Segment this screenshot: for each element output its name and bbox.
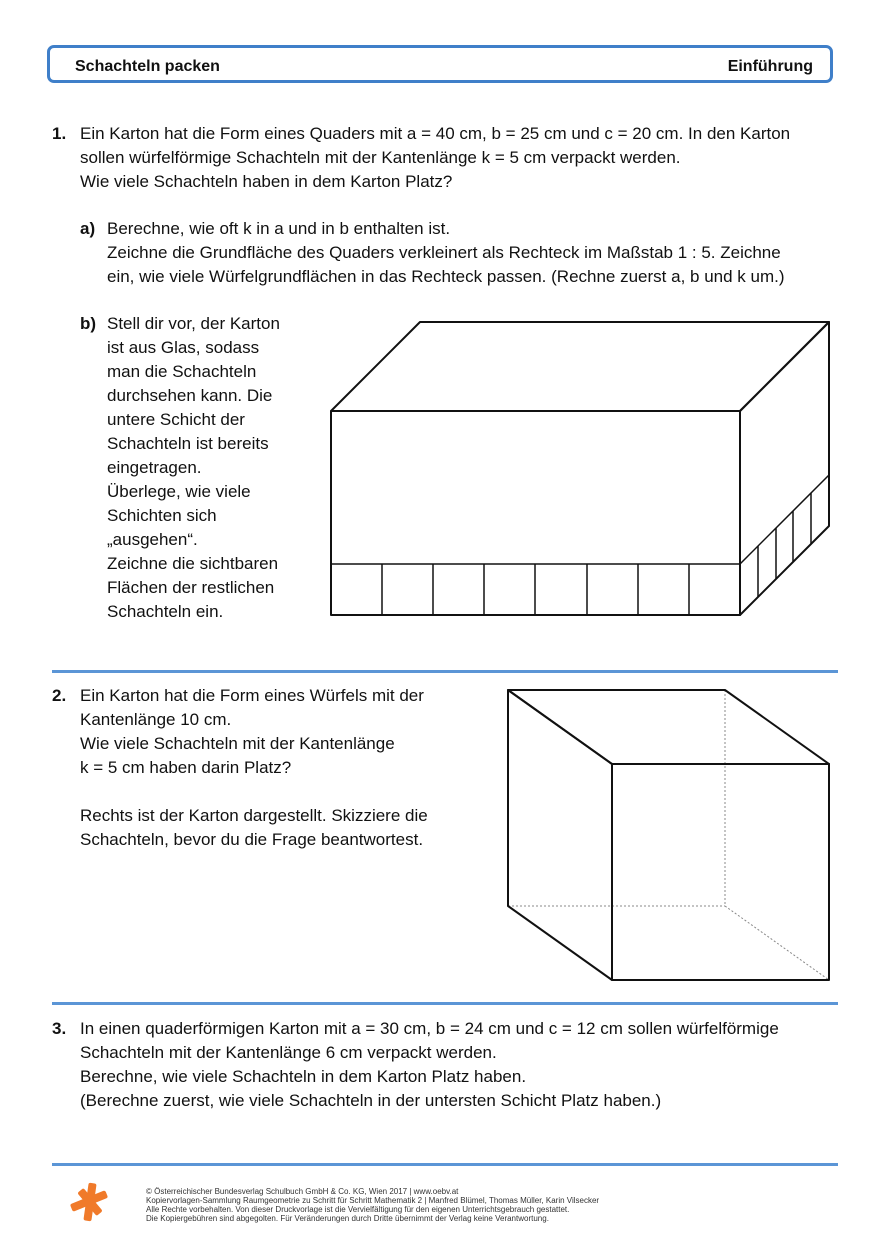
cube-diagram	[508, 690, 829, 980]
footer-divider	[52, 1163, 838, 1166]
task1-line: Wie viele Schachteln haben in dem Karton Platz?	[80, 172, 453, 191]
task1b-line: man die Schachteln	[107, 362, 257, 381]
task3-line: (Berechne zuerst, wie viele Schachteln in der untersten Schicht Platz haben.)	[80, 1091, 662, 1110]
cuboid-diagram	[331, 322, 829, 615]
footer-line: Alle Rechte vorbehalten. Von dieser Druckvorlage ist die Vervielfältigung für den eigenen Unterrichtsgebrauch gestattet.	[146, 1205, 570, 1214]
task2-line: Rechts ist der Karton dargestellt. Skizziere die	[80, 806, 428, 825]
task1a-line: Zeichne die Grundfläche des Quaders verkleinert als Rechteck im Maßstab 1 : 5. Zeichne	[107, 243, 781, 262]
task1b-line: Flächen der restlichen	[107, 578, 275, 597]
cube-top-face	[508, 690, 829, 764]
task3-line: Schachteln mit der Kantenlänge 6 cm verpackt werden.	[80, 1043, 497, 1062]
cube-diagram-hidden-edges	[508, 690, 829, 980]
task2-line: Schachteln, bevor du die Frage beantwortest.	[80, 830, 424, 849]
task3-line: Berechne, wie viele Schachteln in dem Karton Platz haben.	[80, 1067, 527, 1086]
worksheet-title: Schachteln packen	[75, 58, 220, 75]
task1b-line: Überlege, wie viele	[107, 482, 251, 501]
task1b-line: Schachteln ist bereits	[107, 434, 269, 453]
task1b-line: eingetragen.	[107, 458, 202, 477]
task1b-line: durchsehen kann. Die	[107, 386, 273, 405]
worksheet-tag: Einführung	[727, 58, 813, 75]
task1-line: sollen würfelförmige Schachteln mit der Kantenlänge k = 5 cm verpackt werden.	[80, 148, 681, 167]
section-divider	[52, 670, 838, 673]
cube-front-face	[612, 764, 829, 980]
section-divider	[52, 1002, 838, 1005]
cuboid-side-face	[740, 322, 829, 615]
task1b-line: Schichten sich	[107, 506, 217, 525]
task1b-line: Zeichne die sichtbaren	[107, 554, 279, 573]
task1-number: 1.	[52, 124, 67, 143]
task1a-line: ein, wie viele Würfelgrundflächen in das Rechteck passen. (Rechne zuerst a, b und k um.)	[107, 267, 785, 286]
footer-copyright: © Österreichischer Bundesverlag Schulbuch GmbH & Co. KG, Wien 2017 | www.oebv.at	[146, 1187, 459, 1196]
task2-line: k = 5 cm haben darin Platz?	[80, 758, 292, 777]
task1-line: Ein Karton hat die Form eines Quaders mit a = 40 cm, b = 25 cm und c = 20 cm. In den Karton	[80, 124, 791, 143]
task1b-label: b)	[80, 314, 97, 333]
task1b-line: „ausgehen“.	[107, 530, 198, 549]
cube-left-face	[508, 690, 612, 980]
task2-line: Ein Karton hat die Form eines Würfels mit der	[80, 686, 424, 705]
task1b-line: Stell dir vor, der Karton	[107, 314, 280, 333]
bottom-layer-boxes	[331, 475, 829, 615]
task2-line: Kantenlänge 10 cm.	[80, 710, 232, 729]
task3-number: 3.	[52, 1019, 67, 1038]
task2-number: 2.	[52, 686, 67, 705]
task3-line: In einen quaderförmigen Karton mit a = 30 cm, b = 24 cm und c = 12 cm sollen würfelförmige	[80, 1019, 779, 1038]
task1a-label: a)	[80, 219, 96, 238]
task1b-line: ist aus Glas, sodass	[107, 338, 260, 357]
footer-line: Kopiervorlagen-Sammlung Raumgeometrie zu Schritt für Schritt Mathematik 2 | Manfred Blümel, Thomas Müller, Karin Vilsecker	[146, 1196, 600, 1205]
task1a-line: Berechne, wie oft k in a und in b enthalten ist.	[107, 219, 451, 238]
footer-line: Die Kopiergebühren sind abgegolten. Für Veränderungen durch Dritte übernimmt der Verlag keine Verantwortung.	[146, 1214, 549, 1223]
task1b-line: untere Schicht der	[107, 410, 245, 429]
publisher-logo-icon	[70, 1183, 108, 1222]
task2-line: Wie viele Schachteln mit der Kantenlänge	[80, 734, 395, 753]
task1b-line: Schachteln ein.	[107, 602, 224, 621]
